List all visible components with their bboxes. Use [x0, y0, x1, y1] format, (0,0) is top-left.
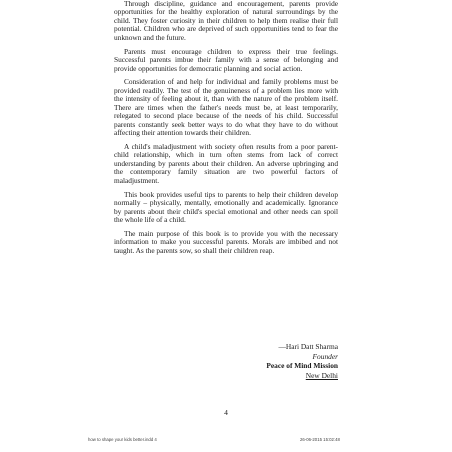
paragraph-4: A child's maladjustment with society often results from a poor parent-child relationship, which in turn often stems from lack of correct understanding by parents about their children. An adverse upbringing and the contemporary family situation are two powerful factors of maladjustment. — [114, 141, 338, 185]
signature-organization: Peace of Mind Mission — [266, 361, 338, 371]
footer-timestamp: 26-06-2015 15:02:48 — [300, 437, 340, 442]
paragraph-1: Through discipline, guidance and encouragement, parents provide opportunities for the healthy exploration of natural surroundings by the child. They foster curiosity in their children to help them realise their full potential. Children who are deprived of such opportunities tend to fear the unknown and the future. — [114, 0, 338, 42]
page-number: 4 — [224, 408, 228, 417]
paragraph-3: Consideration of and help for individual and family problems must be provided readily. The test of the genuineness of a problem lies more with the intensity of feeling about it, than with the nature of the problem itself. There are times when the father's needs must be, at least temporarily, relegated to second place because of the needs of his child. Successful parents constantly seek better ways to do what they have to do without affecting their attention towards their children. — [114, 77, 338, 138]
signature-block — [220, 342, 338, 380]
footer-file-name: how to shape your kids better.indd 4 — [88, 437, 157, 442]
signature-role: Founder — [312, 351, 338, 361]
body-text — [114, 0, 338, 261]
signature-author: —Hari Datt Sharma — [278, 342, 338, 351]
paragraph-2: Parents must encourage children to express their true feelings. Successful parents imbue their family with a sense of belonging and provide opportunities for democratic planning and social action. — [114, 46, 338, 73]
signature-city: New Delhi — [305, 370, 338, 380]
paragraph-5: This book provides useful tips to parents to help their children develop normally – physically, mentally, emotionally and academically. Ignorance by parents about their child's special emotional and other needs can spoil the whole life of a child. — [114, 189, 338, 224]
paragraph-6: The main purpose of this book is to provide you with the necessary information to make you successful parents. Morals are imbibed and not taught. As the parents sow, so shall their children reap. — [114, 228, 338, 255]
